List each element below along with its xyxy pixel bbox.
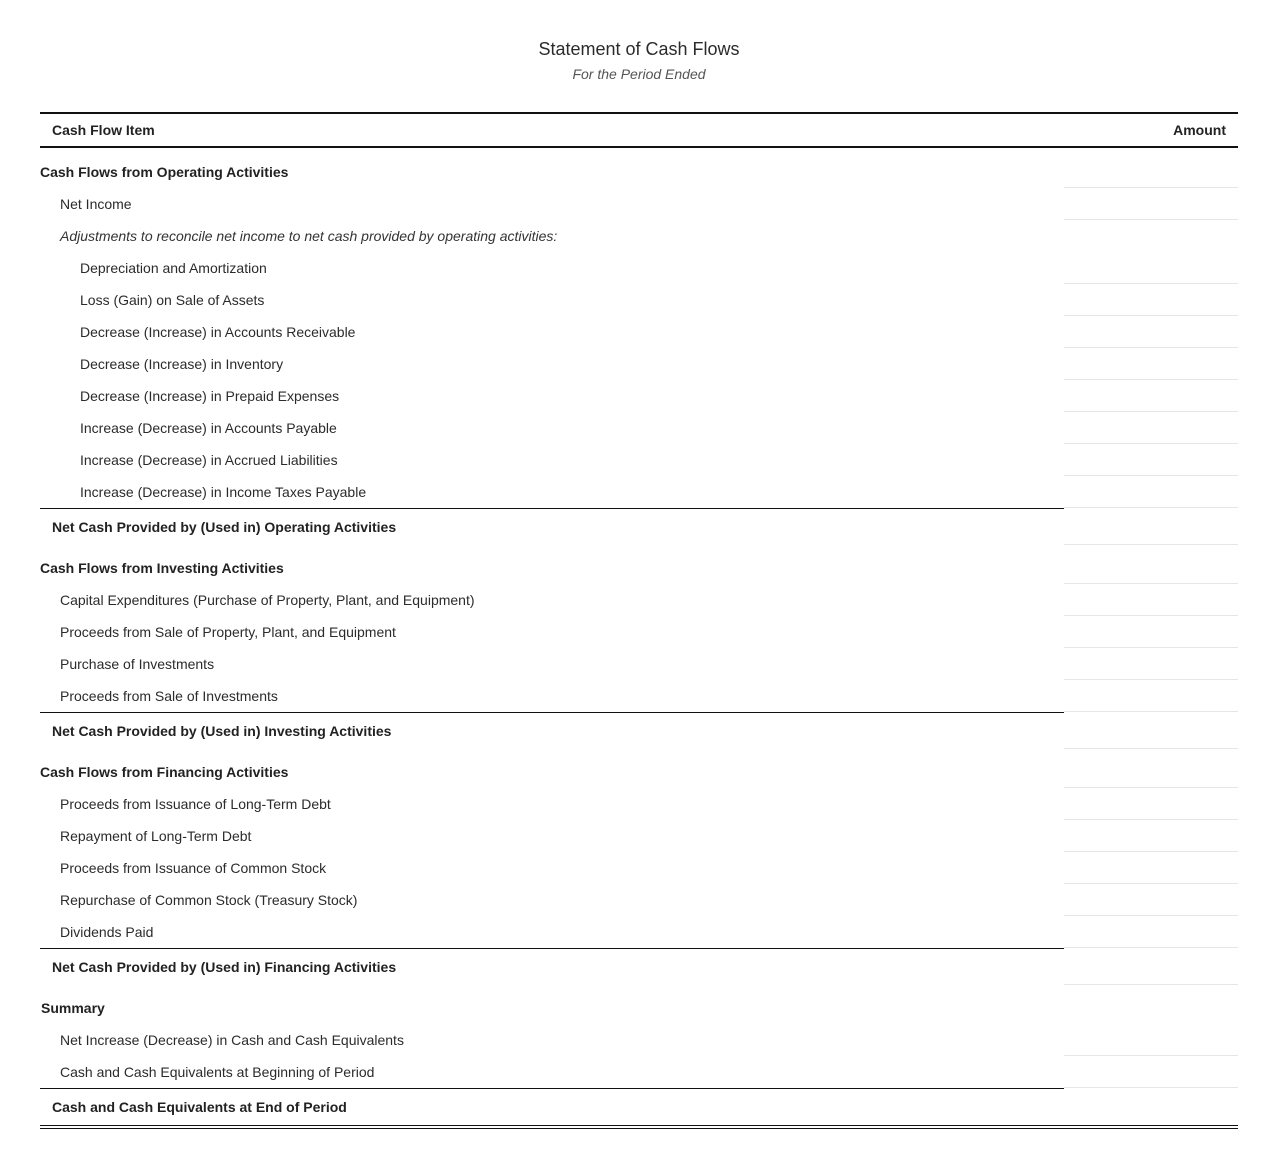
table-header xyxy=(40,112,1238,148)
row-label: Repurchase of Common Stock (Treasury Stock) xyxy=(60,892,358,908)
grand-total-double-rule xyxy=(40,1125,1238,1129)
amount-cell xyxy=(1064,284,1238,316)
table-row xyxy=(40,884,1238,916)
table-row xyxy=(40,284,1238,316)
amount-cell xyxy=(1064,616,1238,648)
table-row xyxy=(40,680,1238,712)
amount-cell xyxy=(1064,188,1238,220)
total-row-operating xyxy=(40,509,1238,545)
column-header-amount: Amount xyxy=(1173,122,1226,138)
row-label: Proceeds from Issuance of Common Stock xyxy=(60,860,327,876)
table-row xyxy=(40,476,1238,508)
row-label: Net Income xyxy=(60,196,132,212)
table-row xyxy=(40,616,1238,648)
column-header-item: Cash Flow Item xyxy=(52,122,155,138)
row-label: Repayment of Long-Term Debt xyxy=(60,828,252,844)
section-heading-label: Cash Flows from Investing Activities xyxy=(40,560,284,576)
amount-cell xyxy=(1064,348,1238,380)
amount-cell xyxy=(1064,156,1238,188)
adjustments-note xyxy=(40,220,1238,252)
row-label: Cash and Cash Equivalents at Beginning of Period xyxy=(60,1064,375,1080)
amount-cell xyxy=(1064,380,1238,412)
section-heading-financing xyxy=(40,756,1238,788)
row-label: Increase (Decrease) in Accounts Payable xyxy=(80,420,337,436)
amount-cell xyxy=(1064,1024,1238,1056)
row-label: Purchase of Investments xyxy=(60,656,215,672)
amount-cell xyxy=(1064,584,1238,616)
row-label: Increase (Decrease) in Income Taxes Payable xyxy=(80,484,367,500)
table-row xyxy=(40,348,1238,380)
amount-cell xyxy=(1064,820,1238,852)
amount-cell xyxy=(1064,552,1238,584)
amount-cell xyxy=(1064,476,1238,508)
row-label: Proceeds from Sale of Investments xyxy=(60,688,278,704)
statement-subtitle: For the Period Ended xyxy=(572,66,706,82)
amount-cell xyxy=(1064,713,1238,749)
amount-cell xyxy=(1064,680,1238,712)
total-label: Net Cash Provided by (Used in) Investing Activities xyxy=(52,723,392,739)
table-row xyxy=(40,1024,1238,1056)
amount-cell xyxy=(1064,788,1238,820)
table-row xyxy=(40,916,1238,948)
row-label: Depreciation and Amortization xyxy=(80,260,267,276)
total-label: Net Cash Provided by (Used in) Operating Activities xyxy=(52,519,397,535)
row-label: Loss (Gain) on Sale of Assets xyxy=(80,292,265,308)
table-row xyxy=(40,412,1238,444)
amount-cell xyxy=(1064,444,1238,476)
amount-cell xyxy=(1064,316,1238,348)
table-row xyxy=(40,820,1238,852)
table-row xyxy=(40,648,1238,680)
table-row xyxy=(40,188,1238,220)
statement-title: Statement of Cash Flows xyxy=(538,39,740,59)
total-label: Cash and Cash Equivalents at End of Period xyxy=(52,1099,347,1115)
amount-cell xyxy=(1064,756,1238,788)
amount-cell xyxy=(1064,949,1238,985)
section-heading-label: Cash Flows from Financing Activities xyxy=(40,764,289,780)
amount-cell xyxy=(1064,916,1238,948)
row-label: Decrease (Increase) in Accounts Receivable xyxy=(80,324,356,340)
table-row xyxy=(40,584,1238,616)
section-heading-label: Cash Flows from Operating Activities xyxy=(40,164,289,180)
row-label: Capital Expenditures (Purchase of Property, Plant, and Equipment) xyxy=(60,592,475,608)
table-row xyxy=(40,1056,1238,1088)
table-row xyxy=(40,444,1238,476)
row-label: Decrease (Increase) in Inventory xyxy=(80,356,284,372)
total-row-ending-cash xyxy=(40,1089,1238,1125)
table-row xyxy=(40,852,1238,884)
row-label: Proceeds from Sale of Property, Plant, and Equipment xyxy=(60,624,396,640)
table-row xyxy=(40,380,1238,412)
amount-cell xyxy=(1064,884,1238,916)
section-heading-summary xyxy=(40,992,1238,1024)
amount-cell xyxy=(1064,852,1238,884)
section-heading-label: Summary xyxy=(41,1000,105,1016)
total-row-financing xyxy=(40,949,1238,985)
amount-cell xyxy=(1064,509,1238,545)
table-row xyxy=(40,252,1238,284)
table-row xyxy=(40,316,1238,348)
section-heading-operating xyxy=(40,156,1238,188)
note-label: Adjustments to reconcile net income to net cash provided by operating activities: xyxy=(60,228,558,244)
row-label: Decrease (Increase) in Prepaid Expenses xyxy=(80,388,340,404)
table-row xyxy=(40,788,1238,820)
amount-cell xyxy=(1064,412,1238,444)
total-row-investing xyxy=(40,713,1238,749)
amount-cell xyxy=(1064,1056,1238,1088)
row-label: Dividends Paid xyxy=(60,924,154,940)
row-label: Proceeds from Issuance of Long-Term Debt xyxy=(60,796,331,812)
amount-cell xyxy=(1064,252,1238,284)
row-label: Increase (Decrease) in Accrued Liabilities xyxy=(80,452,338,468)
amount-cell xyxy=(1064,648,1238,680)
row-label: Net Increase (Decrease) in Cash and Cash Equivalents xyxy=(60,1032,404,1048)
total-label: Net Cash Provided by (Used in) Financing Activities xyxy=(52,959,397,975)
section-heading-investing xyxy=(40,552,1238,584)
